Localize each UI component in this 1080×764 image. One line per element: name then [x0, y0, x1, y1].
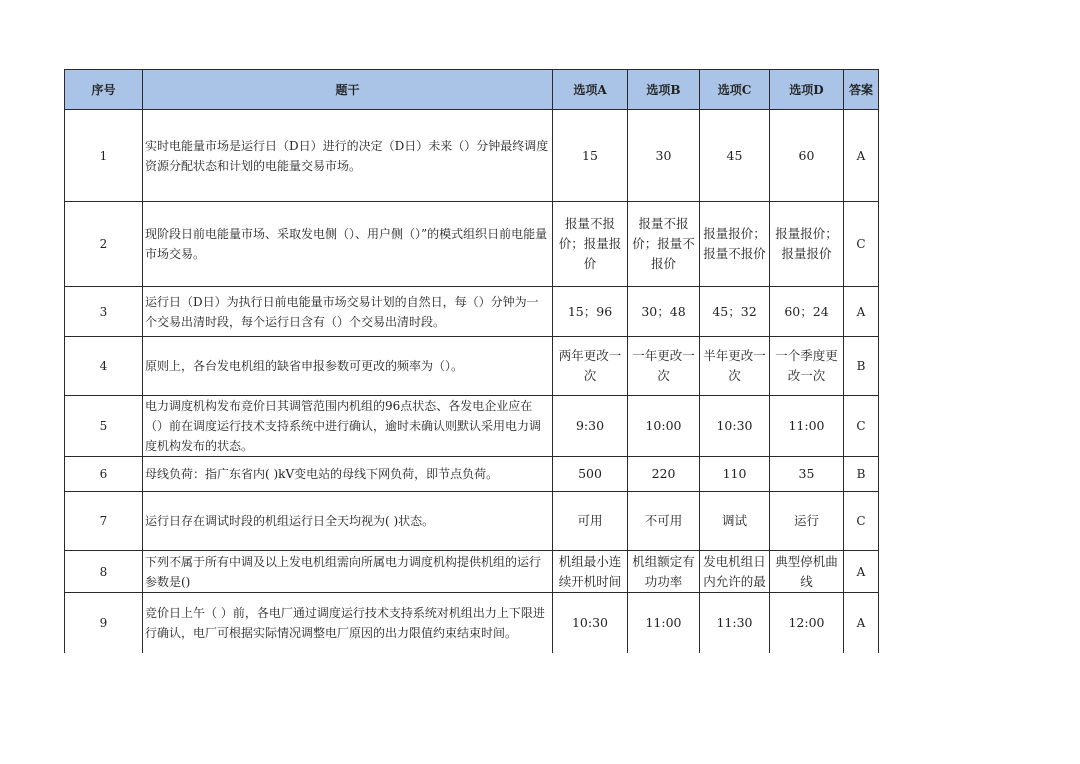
option-a: 两年更改一次 [553, 337, 628, 396]
option-d: 35 [770, 457, 844, 492]
option-b: 220 [628, 457, 700, 492]
question-text: 原则上，各台发电机组的缺省申报参数可更改的频率为（）。 [143, 337, 553, 396]
option-a: 500 [553, 457, 628, 492]
option-b-text: 机组额定有功功率 [632, 553, 695, 589]
answer-cell: B [844, 457, 879, 492]
option-b: 报量不报价；报量不报价 [628, 202, 700, 287]
question-text: 竞价日上午（ ）前，各电厂通过调度运行技术支持系统对机组出力上下限进行确认，电厂可根据实际情况调整电厂原因的出力限值约束结束时间。 [143, 593, 553, 653]
table-row [65, 396, 879, 457]
header-row [65, 70, 879, 110]
row-index: 9 [65, 593, 143, 653]
answer-cell: A [844, 551, 879, 593]
question-text: 运行日（D日）为执行日前电能量市场交易计划的自然日，每（）分钟为一个交易出清时段，每个运行日含有（）个交易出清时段。 [143, 287, 553, 337]
answer-cell: B [844, 337, 879, 396]
option-a: 15；96 [553, 287, 628, 337]
header-option-a: 选项A [553, 70, 628, 110]
header-option-b: 选项B [628, 70, 700, 110]
option-b: 30；48 [628, 287, 700, 337]
answer-cell: C [844, 492, 879, 551]
option-b: 30 [628, 110, 700, 202]
option-a [553, 551, 628, 593]
row-index: 5 [65, 396, 143, 457]
row-index: 7 [65, 492, 143, 551]
option-c: 报量报价；报量不报价 [700, 202, 770, 287]
option-b: 10:00 [628, 396, 700, 457]
question-table [64, 69, 879, 653]
option-d-text: 典型停机曲线 [775, 553, 838, 589]
option-c [700, 551, 770, 593]
table-row [65, 492, 879, 551]
option-d: 运行 [770, 492, 844, 551]
option-a-text: 机组最小连续开机时间 [558, 553, 622, 589]
header-option-c: 选项C [700, 70, 770, 110]
header-index: 序号 [65, 70, 143, 110]
table-row [65, 457, 879, 492]
header-answer: 答案 [844, 70, 879, 110]
row-index: 1 [65, 110, 143, 202]
option-c: 调试 [700, 492, 770, 551]
answer-cell: A [844, 287, 879, 337]
table-row [65, 287, 879, 337]
table-row [65, 551, 879, 593]
row-index: 3 [65, 287, 143, 337]
table-row [65, 337, 879, 396]
row-index: 6 [65, 457, 143, 492]
option-b: 一年更改一次 [628, 337, 700, 396]
option-d: 11:00 [770, 396, 844, 457]
header-question: 题干 [143, 70, 553, 110]
option-c: 45 [700, 110, 770, 202]
answer-cell: C [844, 396, 879, 457]
question-text: 现阶段日前电能量市场、采取发电侧（）、用户侧（）”的模式组织日前电能量市场交易。 [143, 202, 553, 287]
table-row [65, 110, 879, 202]
option-d: 60；24 [770, 287, 844, 337]
table-row [65, 202, 879, 287]
option-b: 11:00 [628, 593, 700, 653]
answer-cell: C [844, 202, 879, 287]
table-row [65, 593, 879, 653]
header-option-d: 选项D [770, 70, 844, 110]
answer-cell: A [844, 593, 879, 653]
option-a: 10:30 [553, 593, 628, 653]
option-c: 11:30 [700, 593, 770, 653]
row-index: 4 [65, 337, 143, 396]
option-d: 12:00 [770, 593, 844, 653]
question-text: 下列不属于所有中调及以上发电机组需向所属电力调度机构提供机组的运行参数是() [143, 551, 553, 593]
answer-cell: A [844, 110, 879, 202]
option-a: 9:30 [553, 396, 628, 457]
option-c: 半年更改一次 [700, 337, 770, 396]
option-a: 可用 [553, 492, 628, 551]
option-b [628, 551, 700, 593]
question-text: 实时电能量市场是运行日（D日）进行的决定（D日）未来（）分钟最终调度资源分配状态和计划的电能量交易市场。 [143, 110, 553, 202]
option-d: 60 [770, 110, 844, 202]
option-d: 报量报价；报量报价 [770, 202, 844, 287]
option-a: 报量不报价；报量报价 [553, 202, 628, 287]
row-index: 8 [65, 551, 143, 593]
option-b: 不可用 [628, 492, 700, 551]
row-index: 2 [65, 202, 143, 287]
option-d: 一个季度更改一次 [770, 337, 844, 396]
option-a: 15 [553, 110, 628, 202]
question-text: 电力调度机构发布竞价日其调管范围内机组的96点状态、各发电企业应在（）前在调度运行技术支持系统中进行确认，逾时未确认则默认采用电力调度机构发布的状态。 [143, 396, 553, 457]
question-text: 运行日存在调试时段的机组运行日全天均视为( )状态。 [143, 492, 553, 551]
option-c: 110 [700, 457, 770, 492]
option-c: 10:30 [700, 396, 770, 457]
option-c: 45；32 [700, 287, 770, 337]
option-c-text: 发电机组日内允许的最 [703, 553, 766, 589]
question-text: 母线负荷：指广东省内( )kV变电站的母线下网负荷，即节点负荷。 [143, 457, 553, 492]
option-d [770, 551, 844, 593]
